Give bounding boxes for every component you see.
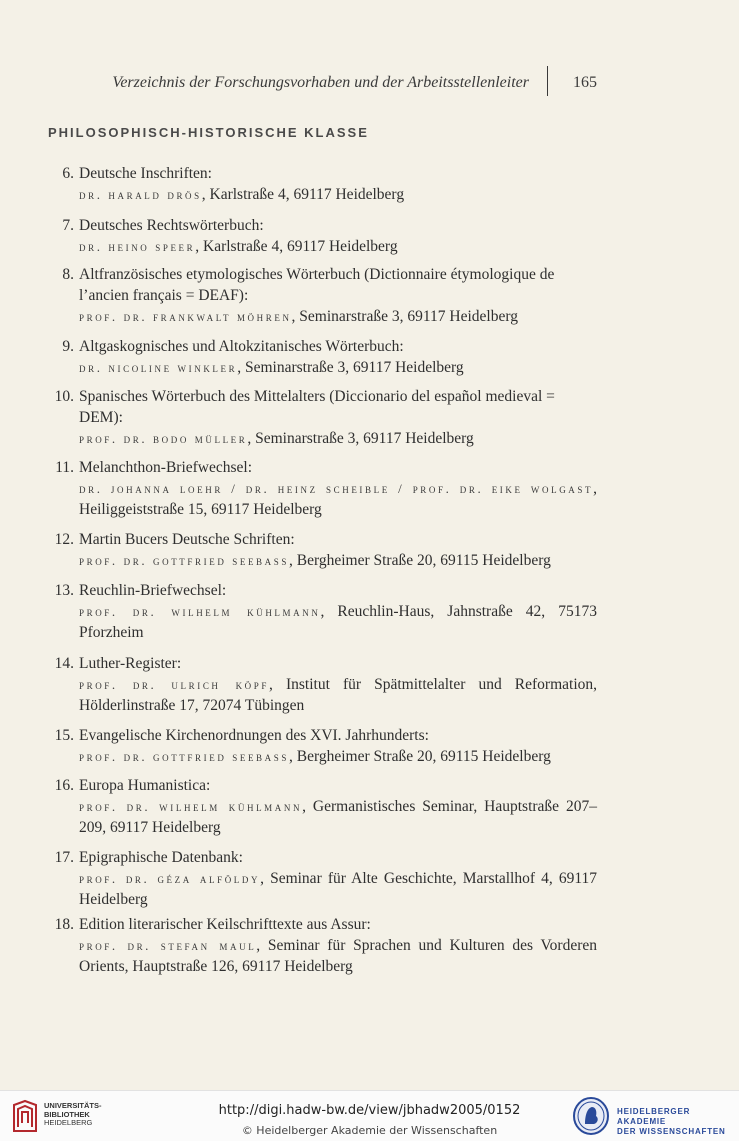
entry-title: Martin Bucers Deutsche Schriften: [79, 531, 295, 548]
entry-title: Deutsches Rechtswörterbuch: [79, 217, 264, 234]
section-heading: PHILOSOPHISCH-HISTORISCHE KLASSE [48, 125, 369, 140]
entry-body [79, 914, 597, 977]
entry-number: 6. [62, 165, 74, 182]
permalink-url[interactable]: http://digi.hadw-bw.de/view/jbhadw2005/0152 [218, 1103, 521, 1118]
entry-number: 12. [54, 531, 74, 548]
entry-address: , Heiliggeiststraße 15, 69117 Heidelberg [79, 480, 597, 518]
entry-body [79, 529, 597, 571]
entry-body [79, 163, 597, 205]
entry-address: , Seminarstraße 3, 69117 Heidelberg [247, 430, 474, 447]
entry-body [79, 847, 597, 910]
entry-person: prof. dr. géza alföldy [79, 871, 261, 886]
entry-body [79, 264, 597, 327]
entry-title: Europa Humanistica: [79, 777, 211, 794]
entry-number: 7. [62, 217, 74, 234]
entry-title-cont: DEM): [79, 409, 123, 426]
entry-person: prof. dr. ulrich köpf [79, 677, 269, 692]
entry-person: prof. dr. frankwalt möhren [79, 309, 292, 324]
copyright-notice: © Heidelberger Akademie der Wissenschaften [241, 1124, 498, 1137]
entry-person: dr. nicoline winkler [79, 360, 238, 375]
entry-body [79, 725, 597, 767]
page-number: 165 [573, 74, 597, 91]
entry-number: 8. [62, 266, 74, 283]
entry-title: Altgaskognisches und Altokzitanisches Wörterbuch: [79, 338, 404, 355]
entry-number: 15. [54, 727, 74, 744]
library-name-line-2: BIBLIOTHEK [44, 1109, 90, 1119]
entry-address: , Seminar für Alte Geschichte, Marstallhof 4, 69117 Heidelberg [79, 870, 598, 908]
entry-address: , Institut für Spätmittelalter und Reformation, Hölderlinstraße 17, 72074 Tübingen [79, 676, 597, 714]
entry-body [79, 215, 597, 257]
academy-seal-icon [572, 1096, 610, 1136]
entry-address: , Seminarstraße 3, 69117 Heidelberg [291, 308, 518, 325]
entry-address: , Karlstraße 4, 69117 Heidelberg [201, 186, 405, 203]
entry-address: , Germanistisches Seminar, Hauptstraße 207–209, 69117 Heidelberg [79, 798, 597, 836]
entry-number: 11. [55, 459, 74, 476]
entry-address: , Bergheimer Straße 20, 69115 Heidelberg [288, 748, 551, 765]
entry-address: , Karlstraße 4, 69117 Heidelberg [195, 238, 398, 255]
entry-address: , Reuchlin-Haus, Jahnstraße 42, 75173 Pforzheim [79, 603, 597, 641]
entry-body [79, 653, 597, 716]
entry-title: Epigraphische Datenbank: [79, 849, 243, 866]
library-name-line-1: UNIVERSITÄTS- [44, 1101, 102, 1110]
entry-address: , Bergheimer Straße 20, 69115 Heidelberg [288, 552, 551, 569]
entry-number: 18. [54, 916, 74, 933]
entry-number: 13. [54, 582, 74, 599]
entry-number: 10. [54, 388, 74, 405]
entry-person: prof. dr. gottfried seebass [79, 553, 289, 568]
running-head-rule [547, 66, 548, 96]
entry-number: 9. [62, 338, 74, 355]
academy-name-line-1: HEIDELBERGER AKADEMIE [617, 1107, 691, 1126]
entry-person: prof. dr. wilhelm kühlmann [79, 799, 303, 814]
entry-person: prof. dr. bodo müller [79, 431, 248, 446]
entry-title: Melanchthon-Briefwechsel: [79, 459, 253, 476]
entry-number: 16. [54, 777, 74, 794]
academy-name-line-2: DER WISSENSCHAFTEN [617, 1127, 726, 1136]
entry-body [79, 580, 597, 643]
entry-body [79, 336, 597, 378]
entry-body [79, 775, 597, 838]
entry-body [79, 457, 597, 520]
entry-person: prof. dr. gottfried seebass [79, 749, 289, 764]
entry-title: Deutsche Inschriften: [79, 165, 212, 182]
viewer-footer [0, 1090, 739, 1141]
entry-person: dr. heino speer [79, 239, 196, 254]
entry-title: Edition literarischer Keilschrifttexte aus Assur: [79, 916, 371, 933]
entry-title: Spanisches Wörterbuch des Mittelalters (Diccionario del español medieval = [79, 388, 555, 405]
entry-person: dr. harald drös [79, 187, 202, 202]
academy-name [617, 1107, 739, 1137]
entry-person: dr. johanna loehr / dr. heinz scheible / prof. dr. eike wolgast [79, 481, 594, 496]
entry-title: Luther-Register: [79, 655, 182, 672]
entry-title-cont: l’ancien français = DEAF): [79, 287, 249, 304]
entry-title: Reuchlin-Briefwechsel: [79, 582, 227, 599]
entry-number: 14. [54, 655, 74, 672]
entry-person: prof. dr. stefan maul [79, 938, 257, 953]
entry-title: Evangelische Kirchenordnungen des XVI. Jahrhunderts: [79, 727, 429, 744]
entry-address: , Seminarstraße 3, 69117 Heidelberg [237, 359, 464, 376]
entry-person: prof. dr. wilhelm kühlmann [79, 604, 321, 619]
running-head-title: Verzeichnis der Forschungsvorhaben und der Arbeitsstellenleiter [112, 74, 529, 91]
entry-address: , Seminar für Sprachen und Kulturen des Vorderen Orients, Hauptstraße 126, 69117 Heidelberg [79, 937, 598, 975]
entry-title: Altfranzösisches etymologisches Wörterbuch (Dictionnaire étymologique de [79, 266, 555, 283]
running-head [0, 74, 739, 98]
entry-number: 17. [54, 849, 74, 866]
library-name-line-3: HEIDELBERG [44, 1118, 93, 1127]
entry-body [79, 386, 597, 449]
